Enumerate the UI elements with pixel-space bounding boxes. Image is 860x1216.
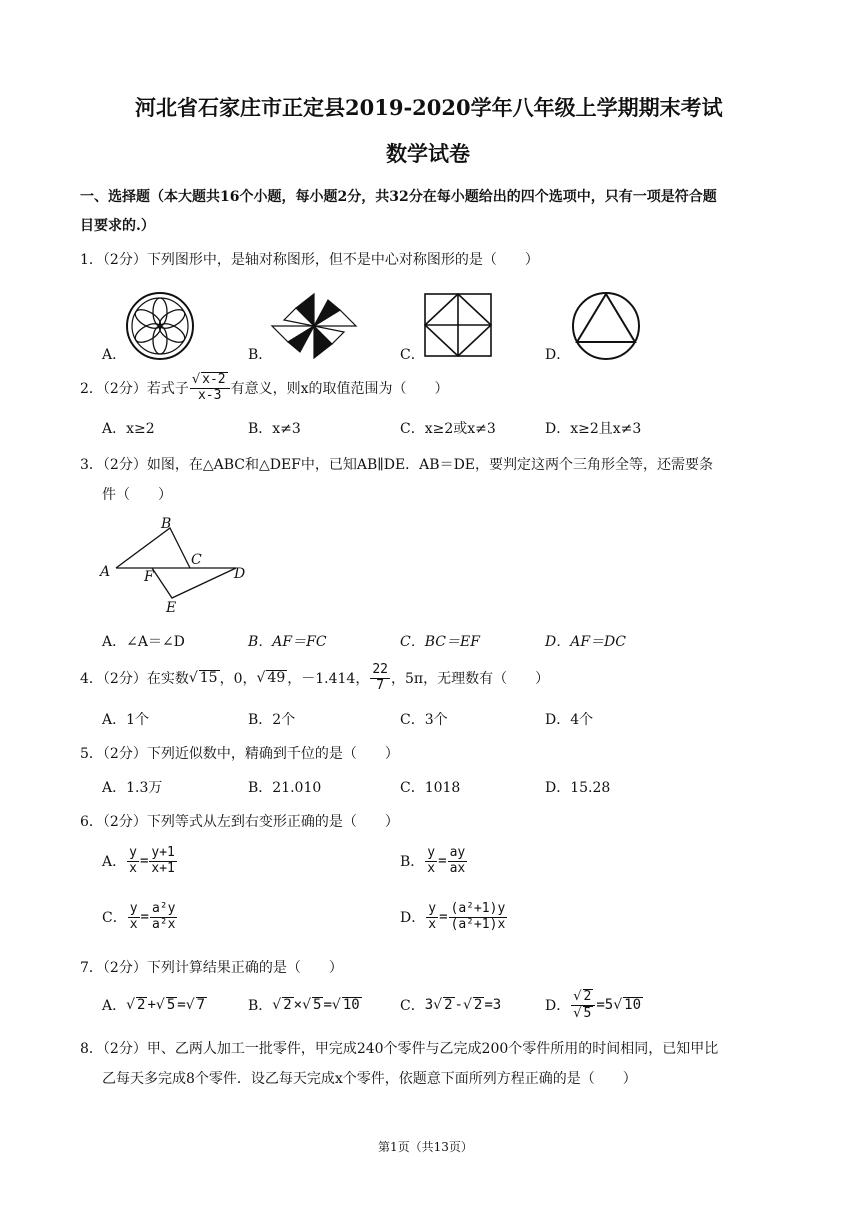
q4-frac-den: 7 [376,677,385,693]
q6-b-eq: = [438,853,447,869]
question-6-stem: 6．（2分）下列等式从左到右变形正确的是（ ） [80,814,399,830]
q7-a-label: A． [102,998,127,1014]
q6-c-label: C． [102,910,127,926]
q1-option-b: B． [248,347,273,363]
q6-c-eq: = [140,909,149,925]
q5-option-d: D．15.28 [545,780,611,796]
q6-a-label: A． [102,854,127,870]
q6-option-b [400,840,468,882]
triangles-figure [98,514,248,614]
q6-b-lden: x [427,860,436,876]
q6-option-d [400,894,508,940]
question-7-stem: 7．（2分）下列计算结果正确的是（ ） [80,960,343,976]
question-8-stem-cont: 乙每天多完成8个零件．设乙每天完成x个零件，依题意下面所列方程正确的是（ ） [102,1071,637,1087]
q7-d-den: 5 [583,1005,592,1021]
q2-option-b: B．x≠3 [248,421,301,437]
section-heading-cont: 目要求的.） [80,218,155,234]
q1-option-d: D． [545,347,571,363]
q1-option-c: C． [400,347,425,363]
label-d: D [234,566,246,582]
q2-option-d: D．x≥2且x≠3 [545,421,642,437]
q6-c-lden: x [129,916,138,932]
q7-c-eq: =3 [484,997,502,1013]
q7-b-r2: 5 [313,996,322,1013]
q7-a-r1: 2 [137,996,146,1013]
label-b: B [161,516,172,532]
q7-option-b: B． √ 2 × √ 5 = √ 10 [248,996,360,1014]
q7-c-op: - [454,997,463,1013]
q7-c-r1: 2 [444,996,453,1013]
q7-b-r3: 10 [342,996,360,1013]
q6-d-rnum: (a²+1)y [450,900,506,916]
triangle-in-circle-figure [570,290,642,362]
question-2-stem [80,368,449,408]
q4-suffix: ，5π，无理数有（ ） [391,671,550,687]
q5-option-c: C．1018 [400,780,461,796]
q7-b-label: B． [248,998,273,1014]
question-8-stem: 8．（2分）甲、乙两人加工一批零件，甲完成240个零件与乙完成200个零件所用的时间相同，已知甲比 [80,1041,719,1057]
q7-a-op: + [147,997,156,1013]
q2-option-c: C．x≥2或x≠3 [400,421,496,437]
question-3-stem-cont: 件（ ） [102,487,172,503]
q2-numerator: x-2 [202,372,226,388]
q7-a-r2: 5 [166,996,176,1013]
q6-c-rden: a²x [151,916,176,932]
q7-c-r2: 2 [473,996,483,1013]
q4-mid1: ，0， [219,671,257,687]
q6-d-lden: x [428,916,437,932]
q3-option-c: C．BC＝EF [400,634,480,650]
q7-option-d: D． $\frac{√ 2}{√ 5}$ =5 √ 10 [545,988,641,1021]
question-4-stem: 4．（2分）在实数 √ 15 ，0， √ 49 ，－1.414， $\frac{22}{7}$ ，5π，无理数有（ ） [80,661,550,693]
pinwheel-figure [270,292,358,360]
q7-b-eq: = [323,997,332,1013]
q7-d-r: 10 [624,996,641,1013]
q6-option-c [102,894,178,940]
q4-sqrt-49: 49 [267,669,286,686]
q5-option-a: A．1.3万 [102,780,163,796]
q6-b-rden: ax [449,860,466,876]
q7-option-a: A． √ 2 + √ 5 = √ 7 [102,996,206,1014]
q7-option-c: C． 3 √ 2 - √ 2 =3 [400,996,502,1014]
q4-option-b: B．2个 [248,712,296,728]
page-footer: 第1页（共13页） [378,1140,473,1154]
q7-a-r3: 7 [196,996,206,1013]
q3-option-a: A．∠A＝∠D [102,634,185,650]
label-f: F [144,569,154,585]
q6-a-rden: x+1 [151,860,175,876]
q1-option-a: A． [102,347,127,363]
question-5-stem: 5．（2分）下列近似数中，精确到千位的是（ ） [80,746,399,762]
q7-c-coef: 3 [424,997,434,1013]
square-grid-figure [423,292,493,358]
q2-option-a: A．x≥2 [102,421,155,437]
q6-a-rnum: y+1 [151,844,175,860]
exam-subtitle: 数学试卷 [386,141,470,166]
q7-c-label: C． [400,998,425,1014]
q3-option-d: D．AF＝DC [545,634,626,650]
exam-title: 河北省石家庄市正定县2019-2020学年八年级上学期期末考试 [135,95,723,120]
q7-a-eq: = [177,997,186,1013]
q7-d-num: 2 [583,988,592,1004]
q2-suffix: 有意义，则x的取值范围为（ ） [230,381,449,397]
q4-option-a: A．1个 [102,712,150,728]
q4-fraction [370,663,390,694]
flower-circle-figure [124,290,196,362]
q6-c-rnum: a²y [151,900,176,916]
question-3-stem: 3．（2分）如图，在△ABC和△DEF中，已知AB∥DE．AB＝DE，要判定这两个三角形全等，还需要条 [80,457,714,473]
q2-fraction: $\frac{√ x-2}{x-3}$ [190,372,230,404]
q7-d-label: D． [545,998,571,1014]
q6-d-label: D． [400,910,426,926]
q6-d-rden: (a²+1)x [450,916,506,932]
q6-option-a [102,840,178,882]
q3-option-b: B．AF＝FC [248,634,327,650]
q6-b-label: B． [400,854,425,870]
q6-a-lden: x [129,860,137,876]
q6-b-rnum: ay [449,844,466,860]
q5-option-b: B．21.010 [248,780,322,796]
q6-d-eq: = [439,909,448,925]
q4-frac-num: 22 [372,661,388,677]
q4-sqrt-15: 15 [199,669,218,686]
q6-b-lnum: y [427,844,436,860]
label-a: A [100,564,111,580]
q4-prefix: 4．（2分）在实数 [80,671,189,687]
label-c: C [191,552,202,568]
q7-b-op: × [293,997,303,1013]
section-heading: 一、选择题（本大题共16个小题，每小题2分，共32分在每小题给出的四个选项中，只有一项是符合题 [80,189,717,205]
q6-a-lnum: y [129,844,137,860]
q7-b-r1: 2 [283,996,292,1013]
label-e: E [166,600,177,614]
q6-a-eq: = [139,853,149,869]
q4-mid2: ，－1.414， [287,671,370,687]
question-1-stem: 1．（2分）下列图形中，是轴对称图形，但不是中心对称图形的是（ ） [80,252,539,268]
q2-prefix: 2．（2分）若式子 [80,381,189,397]
q2-denominator: x-3 [197,388,222,403]
q7-d-eq: =5 [596,997,614,1013]
q6-d-lnum: y [428,900,437,916]
q4-option-c: C．3个 [400,712,448,728]
q4-option-d: D．4个 [545,712,594,728]
q6-c-lnum: y [129,900,138,916]
